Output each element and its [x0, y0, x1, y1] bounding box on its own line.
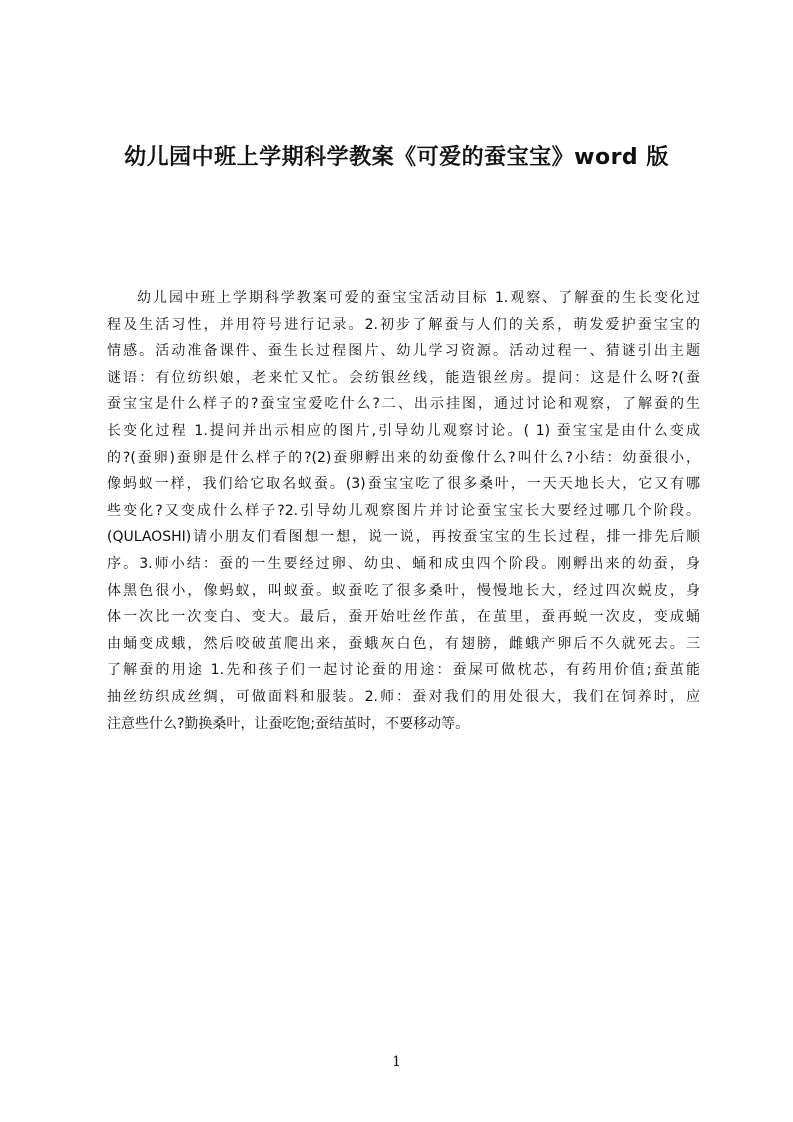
page-number: 1	[392, 1054, 401, 1070]
body-line: 谜语：有位纺织娘，老来忙又忙。会纺银丝线，能造银丝房。提问：这是什么呀?(蚕	[107, 369, 700, 386]
body-line: 注意些什么?勤换桑叶，让蚕吃饱;蚕结茧时，不要移动等。	[107, 715, 470, 732]
body-line: 了解蚕的用途 1.先和孩子们一起讨论蚕的用途：蚕屎可做枕芯，有药用价值;蚕茧能	[107, 662, 700, 679]
body-line: 长变化过程 1.提问并出示相应的图片,引导幼儿观察讨论。( 1) 蚕宝宝是由什么变成	[107, 422, 700, 439]
body-line: 程及生活习性，并用符号进行记录。2.初步了解蚕与人们的关系，萌发爱护蚕宝宝的	[107, 316, 700, 333]
body-line: 体一次比一次变白、变大。最后，蚕开始吐丝作茧，在茧里，蚕再蜕一次皮，变成蛹	[107, 609, 700, 626]
body-line: 体黑色很小，像蚂蚁，叫蚁蚕。蚁蚕吃了很多桑叶，慢慢地长大，经过四次蜕皮，身	[107, 582, 700, 599]
body-line: 些变化?又变成什么样子?2.引导幼儿观察图片并讨论蚕宝宝长大要经过哪几个阶段。	[107, 502, 700, 519]
body-line: 情感。活动准备课件、蚕生长过程图片、幼儿学习资源。活动过程一、猜谜引出主题	[107, 343, 700, 360]
body-line: 像蚂蚁一样，我们给它取名蚁蚕。(3)蚕宝宝吃了很多桑叶，一天天地长大，它又有哪	[107, 476, 700, 493]
body-line: 抽丝纺织成丝绸，可做面料和服装。2.师：蚕对我们的用处很大，我们在饲养时，应	[107, 688, 700, 705]
body-line: 序。3.师小结：蚕的一生要经过卵、幼虫、蛹和成虫四个阶段。刚孵出来的幼蚕，身	[107, 555, 700, 572]
document-body	[107, 285, 700, 737]
document-title: 幼儿园中班上学期科学教案《可爱的蚕宝宝》word 版	[124, 145, 669, 170]
body-line: (QULAOSHI)请小朋友们看图想一想，说一说，再按蚕宝宝的生长过程，排一排先后顺	[107, 529, 700, 546]
body-line: 由蛹变成蛾，然后咬破茧爬出来，蚕蛾灰白色，有翅膀，雌蛾产卵后不久就死去。三	[107, 635, 700, 652]
body-line: 的?(蚕卵)蚕卵是什么样子的?(2)蚕卵孵出来的幼蚕像什么?叫什么?小结：幼蚕很小，	[107, 449, 700, 466]
body-line: 蚕宝宝是什么样子的?蚕宝宝爱吃什么?二、出示挂图，通过讨论和观察，了解蚕的生	[107, 396, 700, 413]
body-line: 幼儿园中班上学期科学教案可爱的蚕宝宝活动目标 1.观察、了解蚕的生长变化过	[137, 290, 700, 306]
